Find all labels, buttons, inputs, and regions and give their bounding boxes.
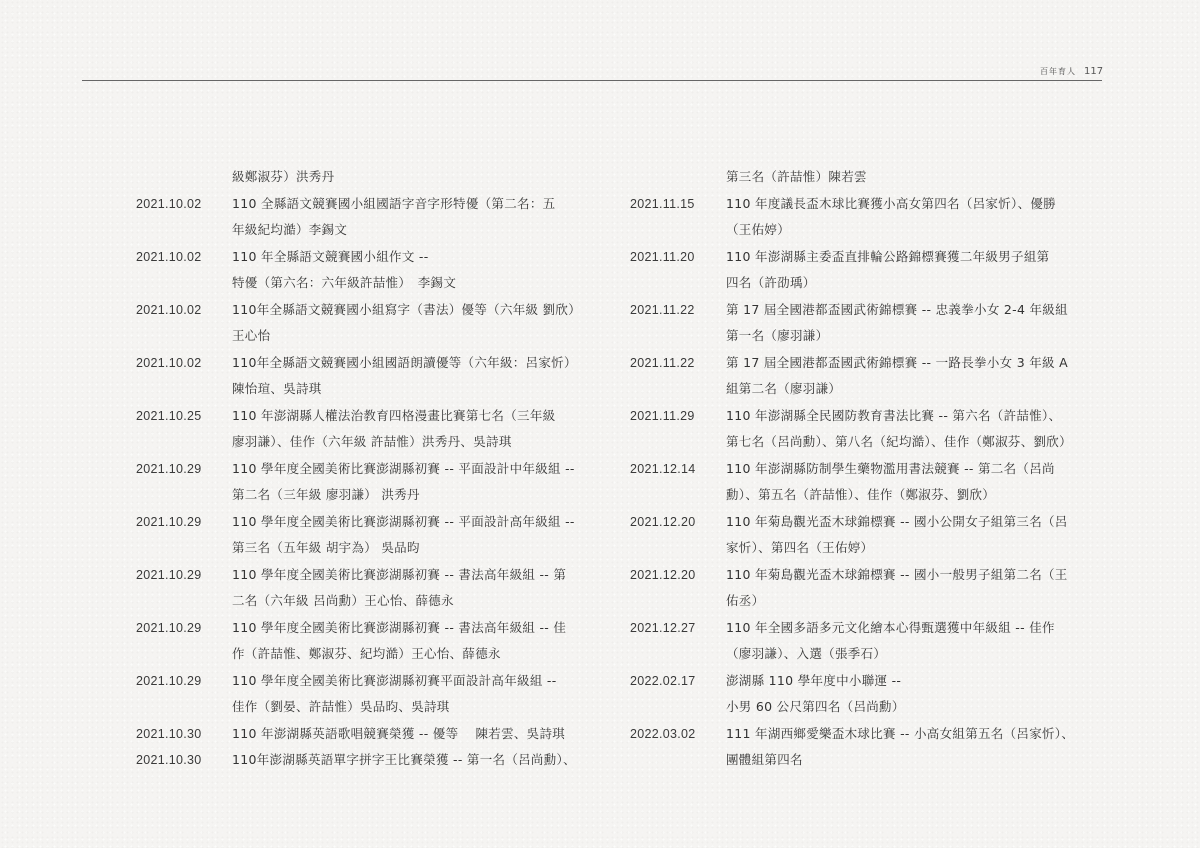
list-item: [630, 191, 1100, 244]
entry-date: 2021.10.29: [136, 567, 202, 582]
entry-date: 2021.12.20: [630, 567, 696, 582]
entry-date: 2021.10.29: [136, 673, 202, 688]
list-item: [630, 509, 1100, 562]
entry-date: 2021.12.27: [630, 620, 696, 635]
list-item: [630, 721, 1100, 774]
entry-text: 第三名（許喆惟）陳若雲: [726, 169, 867, 184]
list-item: [630, 297, 1100, 350]
list-item: [136, 297, 606, 350]
list-item: [136, 721, 606, 748]
entry-text: 110年全縣語文競賽國小組國語朗讀優等（六年級：呂家忻） 陳怡瑄、吳詩琪: [232, 354, 577, 396]
entry-text: 110年全縣語文競賽國小組寫字（書法）優等（六年級 劉欣） 王心怡: [232, 301, 582, 343]
entry-date: 2021.10.29: [136, 514, 202, 529]
entry-text: 澎湖縣 110 學年度中小聯運 -- 小男 60 公尺第四名（呂尚勳）: [726, 672, 905, 714]
entry-text: 110 學年度全國美術比賽澎湖縣初賽平面設計高年級組 -- 佳作（劉晏、許喆惟）吳品昀、吳詩琪: [232, 672, 557, 714]
entry-text: 第 17 屆全國港都盃國武術錦標賽 -- 一路長拳小女 3 年級 A 組第二名（廖羽謙）: [726, 354, 1068, 396]
page-number: 117: [1084, 65, 1104, 77]
entry-date: 2021.12.20: [630, 514, 696, 529]
entry-date: 2022.03.02: [630, 726, 696, 741]
entry-date: 2021.10.02: [136, 302, 202, 317]
entry-text: 110 年菊島觀光盃木球錦標賽 -- 國小一般男子組第二名（王 佑丞）: [726, 566, 1068, 608]
entry-date: 2021.10.30: [136, 753, 202, 767]
entry-text: 110 全縣語文競賽國小組國語字音字形特優（第二名：五 年級紀均澔）李錫文: [232, 195, 556, 237]
entry-date: 2021.10.02: [136, 249, 202, 264]
entry-text: 110 年澎湖縣全民國防教育書法比賽 -- 第六名（許喆惟）、 第七名（呂尚勳）、第八名（紀均澔）、佳作（鄭淑芬、劉欣）: [726, 407, 1072, 449]
entry-text: 110 年澎湖縣防制學生藥物濫用書法競賽 -- 第二名（呂尚 勳）、第五名（許喆惟）、佳作（鄭淑芬、劉欣）: [726, 460, 1055, 502]
list-item: [136, 509, 606, 562]
entry-text: 110 學年度全國美術比賽澎湖縣初賽 -- 書法高年級組 -- 第 二名（六年級 呂尚勳）王心怡、薛德永: [232, 566, 567, 608]
entry-text: 110 學年度全國美術比賽澎湖縣初賽 -- 書法高年級組 -- 佳 作（許喆惟、鄭淑芬、紀均澔）王心怡、薛德永: [232, 619, 567, 661]
list-item: [630, 244, 1100, 297]
left-column: [136, 164, 606, 774]
entry-text: 110 年澎湖縣人權法治教育四格漫畫比賽第七名（三年級 廖羽謙）、佳作（六年級 許喆惟）洪秀丹、吳詩琪: [232, 407, 556, 449]
list-item: [136, 164, 606, 191]
list-item: [136, 244, 606, 297]
book-title: 百年育人: [1040, 66, 1076, 76]
page-header: [1040, 63, 1130, 79]
entry-text: 110 年度議長盃木球比賽獲小高女第四名（呂家忻）、優勝 （王佑婷）: [726, 195, 1056, 237]
list-item: [136, 747, 606, 774]
entry-date: 2021.10.30: [136, 726, 202, 741]
entry-text: 級鄭淑芬）洪秀丹: [232, 169, 335, 184]
list-item: [136, 615, 606, 668]
entry-date: 2021.12.14: [630, 461, 696, 476]
entry-text: 110 學年度全國美術比賽澎湖縣初賽 -- 平面設計中年級組 -- 第二名（三年級 廖羽謙） 洪秀丹: [232, 460, 575, 502]
list-item: [630, 615, 1100, 668]
entry-date: 2021.11.22: [630, 302, 695, 317]
entry-date: 2021.11.22: [630, 355, 695, 370]
entry-text: 110 年全國多語多元文化繪本心得甄選獲中年級組 -- 佳作 （廖羽謙）、入選（張季石）: [726, 619, 1055, 661]
list-item: [136, 668, 606, 721]
entry-text: 110年澎湖縣英語單字拼字王比賽榮獲 -- 第一名（呂尚勳）、: [232, 752, 576, 767]
list-item: [630, 668, 1100, 721]
list-item: [136, 350, 606, 403]
list-item: [630, 403, 1100, 456]
list-item: [630, 562, 1100, 615]
entry-date: 2021.11.20: [630, 249, 695, 264]
entry-date: [630, 164, 726, 191]
entry-date: 2021.10.29: [136, 620, 202, 635]
list-item: [136, 562, 606, 615]
entry-date: 2021.10.02: [136, 355, 202, 370]
entry-date: [136, 164, 232, 191]
entry-date: 2021.11.29: [630, 408, 695, 423]
entry-text: 110 年菊島觀光盃木球錦標賽 -- 國小公開女子組第三名（呂 家忻）、第四名（王佑婷）: [726, 513, 1068, 555]
right-column: [630, 164, 1100, 774]
entry-date: 2021.10.25: [136, 408, 202, 423]
list-item: [630, 350, 1100, 403]
list-item: [136, 456, 606, 509]
list-item: [136, 191, 606, 244]
entry-text: 110 年全縣語文競賽國小組作文 -- 特優（第六名：六年級許喆惟） 李錫文: [232, 248, 457, 290]
entry-text: 111 年湖西鄉愛樂盃木球比賽 -- 小高女組第五名（呂家忻）、 團體組第四名: [726, 725, 1075, 767]
entry-text: 第 17 屆全國港都盃國武術錦標賽 -- 忠義拳小女 2-4 年級組 第一名（廖羽謙）: [726, 301, 1068, 343]
list-item: [630, 456, 1100, 509]
list-item: [136, 403, 606, 456]
entry-date: 2021.11.15: [630, 196, 695, 211]
list-item: [630, 164, 1100, 191]
entry-date: 2022.02.17: [630, 673, 696, 688]
entry-text: 110 學年度全國美術比賽澎湖縣初賽 -- 平面設計高年級組 -- 第三名（五年級 胡宇為） 吳品昀: [232, 513, 575, 555]
entry-text: 110 年澎湖縣英語歌唱競賽榮獲 -- 優等 陳若雲、吳詩琪: [232, 725, 566, 741]
entry-date: 2021.10.02: [136, 196, 202, 211]
entry-text: 110 年澎湖縣主委盃直排輪公路錦標賽獲二年級男子組第 四名（許劭瑀）: [726, 248, 1050, 290]
entry-date: 2021.10.29: [136, 461, 202, 476]
header-rule: [82, 80, 1102, 81]
